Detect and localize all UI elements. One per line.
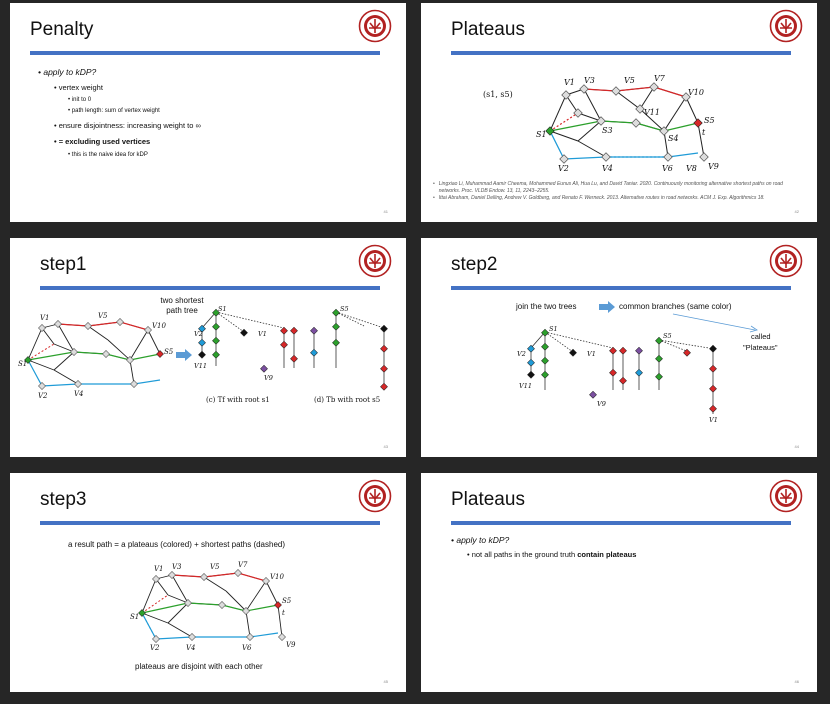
node-label: S1: [536, 130, 547, 139]
shortest-path-trees: [194, 306, 394, 406]
node-label: V11: [644, 108, 660, 117]
node-label: S4: [668, 134, 679, 143]
node-label: t: [702, 128, 706, 137]
arrow-right-icon: [599, 301, 615, 313]
node-label: V3: [172, 563, 182, 571]
node-label: S3: [602, 126, 613, 135]
result-path-text: a result path = a plateaus (colored) + shortest paths (dashed): [68, 540, 286, 549]
node-label: V11: [194, 362, 207, 370]
title-rule: [451, 286, 791, 290]
title-rule: [40, 521, 380, 525]
node-label: S1: [549, 326, 558, 333]
road-network-graph: [536, 73, 726, 173]
plateaus-quoted-text: "Plateaus": [743, 343, 778, 352]
slide-title: step2: [451, 254, 498, 275]
node-label: S1: [218, 306, 227, 313]
called-text: called: [751, 332, 771, 341]
road-network-graph: [18, 310, 178, 400]
node-label: V1: [154, 565, 164, 573]
node-label: V6: [242, 644, 252, 651]
bullet-l2: • not all paths in the ground truth contain plateaus: [467, 550, 637, 559]
node-label: V2: [558, 164, 569, 173]
node-label: V9: [264, 374, 273, 382]
tree-caption-d: (d) Tb with root s5: [314, 396, 381, 404]
node-label: V2: [517, 350, 526, 358]
page-number: 45: [383, 679, 388, 684]
node-label: V11: [519, 382, 532, 390]
title-rule: [30, 51, 380, 55]
node-label: S5: [663, 332, 672, 340]
node-label: V1: [40, 314, 50, 322]
node-label: V1: [587, 350, 596, 358]
university-logo-icon: [769, 9, 803, 43]
page-number: 44: [794, 444, 799, 449]
node-label: V9: [286, 641, 296, 649]
university-logo-icon: [769, 479, 803, 513]
slide-title: Penalty: [30, 19, 94, 40]
node-label: S5: [704, 116, 715, 125]
slide-step2[interactable]: [421, 238, 817, 457]
title-rule: [451, 51, 791, 55]
arrow-right-icon: [176, 349, 192, 361]
node-label: S5: [282, 597, 292, 605]
page-number: 43: [383, 444, 388, 449]
bullet-l1: • apply to kDP?: [451, 535, 510, 545]
node-label: V2: [150, 644, 160, 651]
slide-title: Plateaus: [451, 489, 525, 510]
common-branches-text: common branches (same color): [619, 302, 732, 311]
tree-caption: two shortest path tree: [160, 296, 204, 315]
query-pair-label: (s1, s5): [483, 90, 513, 99]
university-logo-icon: [769, 244, 803, 278]
node-label: V7: [654, 74, 665, 83]
slide-title: step3: [40, 489, 87, 510]
node-label: V8: [686, 164, 697, 173]
node-label: V5: [98, 312, 108, 320]
slide-plateaus[interactable]: [421, 3, 817, 222]
node-label: V9: [708, 162, 719, 171]
node-label: V6: [662, 164, 673, 173]
slide-step1[interactable]: [10, 238, 406, 457]
title-rule: [451, 521, 791, 525]
page-number: 41: [383, 209, 388, 214]
slide-title: Plateaus: [451, 19, 525, 40]
node-label: V3: [584, 76, 595, 85]
bullet-l2: • ensure disjointness: increasing weight to ∞: [54, 121, 201, 130]
bullet-l2: • vertex weight: [54, 83, 103, 92]
bullet-l2: • = excluding used vertices: [54, 137, 151, 146]
node-label: V10: [270, 573, 284, 581]
node-label: V4: [74, 390, 84, 398]
node-label: S5: [340, 306, 349, 313]
node-label: V1: [258, 330, 267, 338]
node-label: V4: [602, 164, 613, 173]
university-logo-icon: [358, 9, 392, 43]
node-label: V7: [238, 561, 248, 569]
node-label: V9: [597, 400, 606, 408]
title-rule: [40, 286, 380, 290]
node-label: t: [282, 609, 285, 617]
bullet-l3: • init to 0: [68, 97, 92, 103]
node-label: V4: [186, 644, 196, 651]
join-text: join the two trees: [516, 302, 577, 311]
bullet-l1: • apply to kDP?: [38, 67, 97, 77]
bullet-l3: • path length: sum of vertex weight: [68, 108, 160, 114]
page-number: 46: [794, 679, 799, 684]
disjoint-text: plateaus are disjoint with each other: [135, 662, 263, 671]
slide-penalty[interactable]: [10, 3, 406, 222]
citation: • Lingxiao Li, Muhammad Aamir Cheema, Mohammed Eunus Ali, Hua Lu, and David Taniar. 2020. Continuously monitoring alternative shortest paths on road networks. Proc. VLDB Endow. 13, 11, 2243–2255. • Ittai Abraham, Daniel Delling, Andrew V. Goldberg, and Renato F. Werneck. 2013. Alternative routes in road networks. ACM J. Exp. Algorithmics 18.: [433, 181, 783, 201]
slide-title: step1: [40, 254, 87, 275]
node-label: V1: [564, 78, 575, 87]
tree-caption-c: (c) Tf with root s1: [206, 396, 270, 404]
road-network-graph: [130, 561, 300, 651]
university-logo-icon: [358, 479, 392, 513]
node-label: S1: [18, 360, 28, 368]
node-label: V2: [194, 330, 203, 338]
node-label: S1: [130, 613, 140, 621]
node-label: V5: [624, 76, 635, 85]
slide-plateaus-2[interactable]: [421, 473, 817, 692]
node-label: V5: [210, 563, 220, 571]
bullet-l3: • this is the naive idea for kDP: [68, 152, 148, 158]
joined-trees: [509, 326, 749, 426]
node-label: V10: [688, 88, 704, 97]
node-label: V1: [709, 416, 718, 424]
slide-step3[interactable]: [10, 473, 406, 692]
page-number: 42: [794, 209, 799, 214]
node-label: V10: [152, 322, 166, 330]
node-label: S5: [164, 348, 174, 356]
university-logo-icon: [358, 244, 392, 278]
node-label: V2: [38, 392, 48, 400]
